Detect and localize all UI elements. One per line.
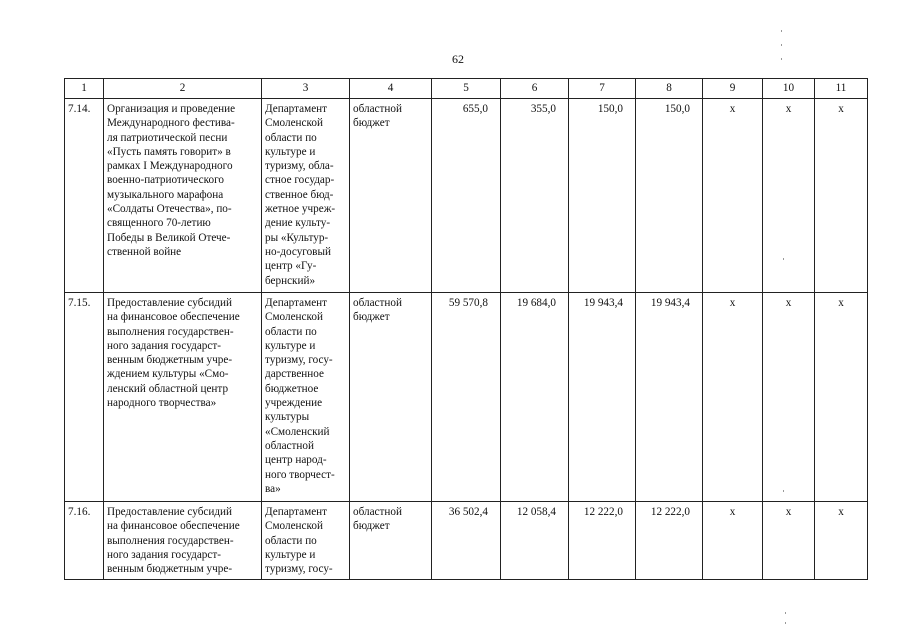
amount-year-3: 12 222,0 [636,502,703,580]
activity-name: Предоставление субсидий на финансовое обеспечение выполнения государствен- ного задания государст- венным бюджетным учре- [104,502,262,580]
executor: Департамент Смоленской области по культуре и туризму, госу- дарственное бюджетное учреждение культуры «Смоленский областной центр народ- ного творчест- ва» [262,293,350,502]
page-number: 62 [452,52,464,66]
indicator-cell: x [815,502,868,580]
column-header: 2 [104,79,262,99]
indicator-cell: x [763,293,815,502]
row-number: 7.15. [65,293,104,502]
amount-year-2: 19 943,4 [569,293,636,502]
indicator-cell: x [703,293,763,502]
program-activities-table [64,78,868,580]
total-amount: 36 502,4 [432,502,501,580]
table-row [65,502,868,580]
indicator-cell: x [763,99,815,293]
scan-speck [785,612,786,614]
funding-source: областной бюджет [350,293,432,502]
scan-speck [783,490,784,492]
amount-year-2: 12 222,0 [569,502,636,580]
executor: Департамент Смоленской области по культуре и туризму, обла- стное государ- ственное бюд- жетное учреж- дение культу- ры «Культур- но-досуговый центр «Гу- бернский» [262,99,350,293]
total-amount: 59 570,8 [432,293,501,502]
column-header: 1 [65,79,104,99]
amount-year-3: 150,0 [636,99,703,293]
amount-year-1: 355,0 [501,99,569,293]
table-row [65,293,868,502]
column-header: 4 [350,79,432,99]
indicator-cell: x [703,502,763,580]
column-header: 6 [501,79,569,99]
total-amount: 655,0 [432,99,501,293]
amount-year-1: 19 684,0 [501,293,569,502]
activity-name: Предоставление субсидий на финансовое обеспечение выполнения государствен- ного задания государст- венным бюджетным учре- ждением культуры «Смо- ленский областной центр народного творчества» [104,293,262,502]
scan-speck [783,258,784,260]
indicator-cell: x [815,99,868,293]
table-row [65,99,868,293]
row-number: 7.14. [65,99,104,293]
column-number-row [65,79,868,99]
scan-speck [781,58,782,60]
column-header: 9 [703,79,763,99]
scan-speck [781,30,782,32]
column-header: 10 [763,79,815,99]
executor: Департамент Смоленской области по культуре и туризму, госу- [262,502,350,580]
funding-source: областной бюджет [350,99,432,293]
column-header: 8 [636,79,703,99]
column-header: 7 [569,79,636,99]
amount-year-2: 150,0 [569,99,636,293]
indicator-cell: x [703,99,763,293]
scan-speck [781,44,782,46]
activity-name: Организация и проведение Международного фестива- ля патриотической песни «Пусть память говорит» в рамках I Международного военно-патриотического музыкального марафона «Солдаты Отечества», по- священного 70-летию Победы в Великой Отече- ственной войне [104,99,262,293]
amount-year-3: 19 943,4 [636,293,703,502]
row-number: 7.16. [65,502,104,580]
column-header: 3 [262,79,350,99]
indicator-cell: x [763,502,815,580]
scan-speck [785,622,786,624]
column-header: 11 [815,79,868,99]
funding-source: областной бюджет [350,502,432,580]
column-header: 5 [432,79,501,99]
indicator-cell: x [815,293,868,502]
amount-year-1: 12 058,4 [501,502,569,580]
